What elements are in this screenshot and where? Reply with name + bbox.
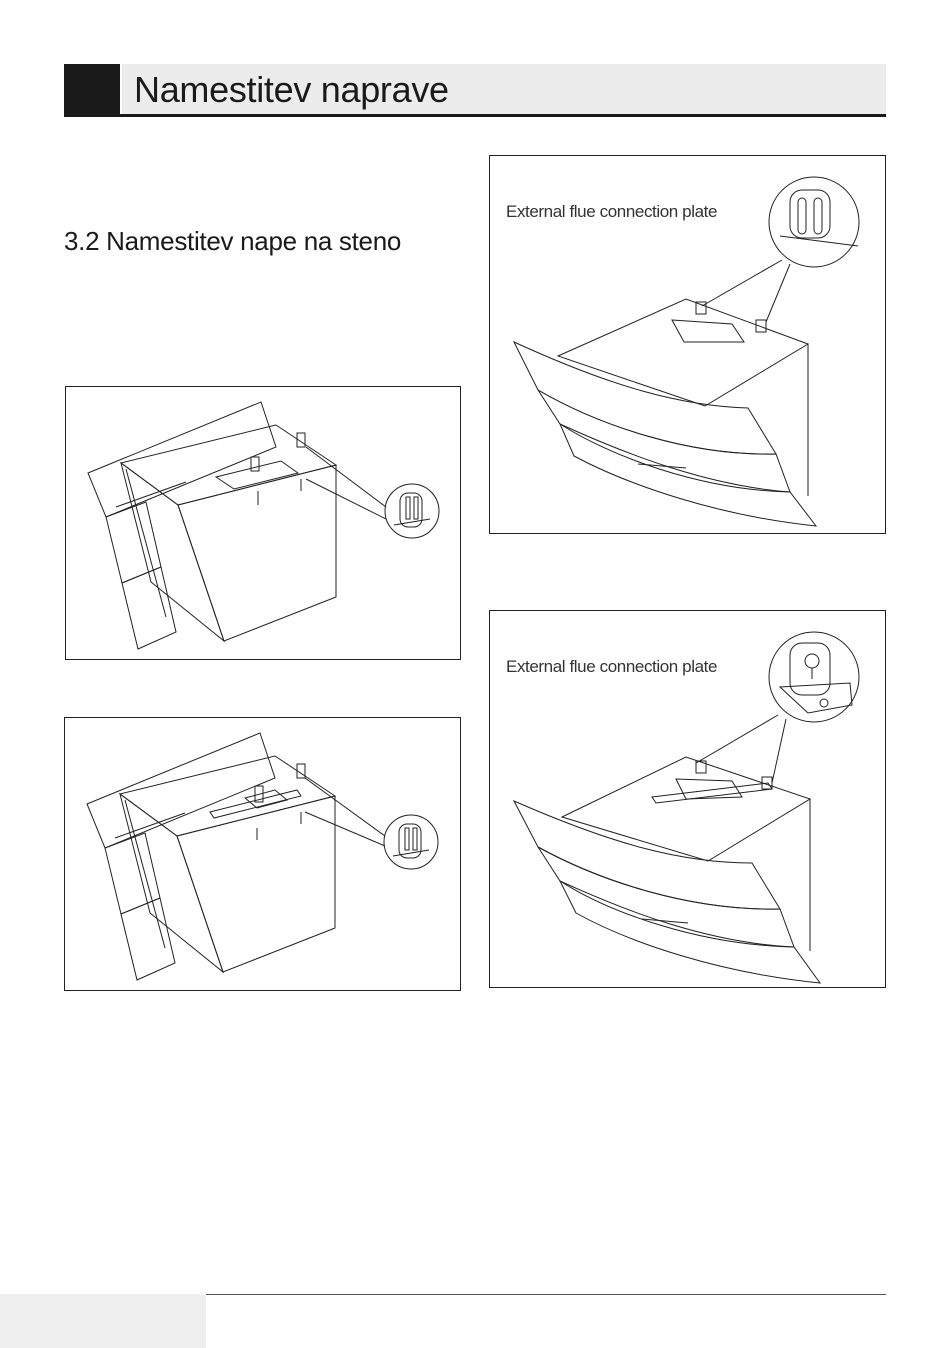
figure-caption: External flue connection plate [506,202,718,221]
header-rule [64,114,886,117]
figure-cabinet-bracket [64,717,461,991]
footer-rule [206,1294,886,1295]
footer-block [0,1294,206,1348]
hood-flue-bracket-illustration [490,611,887,989]
cabinet-bracket-illustration [65,718,462,992]
page-title: Namestitev naprave [134,69,449,110]
header-accent-block [64,64,120,116]
figure-hood-flue-plate [489,155,886,534]
figure-hood-flue-bracket [489,610,886,988]
section-heading: 3.2 Namestitev nape na steno [64,226,402,256]
figure-cabinet-hooks [65,386,461,660]
cabinet-hooks-illustration [66,387,462,661]
figure-caption: External flue connection plate [506,657,718,676]
hood-flue-plate-illustration [490,156,887,535]
